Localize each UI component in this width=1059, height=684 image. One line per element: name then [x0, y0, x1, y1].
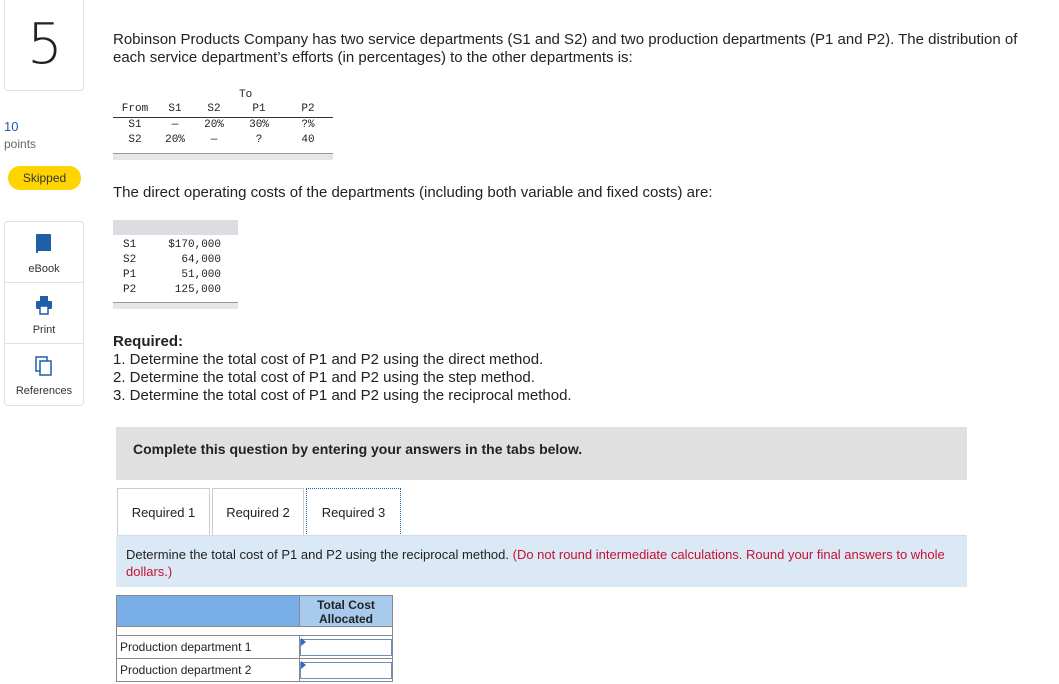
distribution-header-row	[113, 102, 333, 117]
amount-cell: 51,000	[181, 268, 221, 281]
table-cell: 30%	[249, 118, 269, 131]
table-cell: S1	[128, 118, 142, 131]
header-cell: From	[113, 102, 157, 117]
amount-cell: 125,000	[174, 283, 221, 296]
status-badge: Skipped	[8, 166, 81, 190]
answer-table	[116, 595, 393, 682]
header-cell: S1	[157, 102, 193, 117]
amount-cell: 64,000	[181, 253, 221, 266]
header-line: Allocated	[318, 611, 373, 626]
print-button[interactable]	[5, 283, 83, 344]
complete-prompt: Complete this question by entering your answers in the tabs below.	[133, 441, 583, 457]
dept-cell: S2	[123, 253, 137, 266]
required-item: 3. Determine the total cost of P1 and P2 using the reciprocal method.	[113, 387, 572, 404]
tab-required-3[interactable]: Required 3	[306, 488, 401, 536]
complete-banner	[116, 427, 967, 480]
distribution-table-wrap	[113, 87, 333, 160]
references-label: References	[15, 385, 73, 397]
required-section	[113, 333, 572, 405]
table-row	[113, 252, 229, 267]
printer-icon	[34, 294, 54, 316]
answer-input-cell	[300, 636, 393, 659]
ebook-button[interactable]	[5, 222, 83, 283]
production-dept-1-input[interactable]	[300, 639, 392, 656]
row-label: Production department 1	[117, 636, 300, 659]
question-number: 5	[27, 12, 63, 77]
direct-costs-table	[113, 237, 229, 297]
header-blank-cell	[117, 596, 300, 627]
answer-row	[117, 659, 393, 682]
table-cell: ?%	[301, 118, 315, 131]
table-row	[113, 117, 333, 132]
header-cell: S2	[193, 102, 235, 117]
question-intro: Robinson Products Company has two service departments (S1 and S2) and two production departments (P1 and P2). The distribution of each service department’s efforts (in percentages) to the other departments is:	[113, 31, 1018, 66]
table-cell: —	[210, 133, 218, 146]
flag-icon	[301, 638, 306, 646]
dept-cell: P1	[123, 268, 137, 281]
tab-required-1[interactable]: Required 1	[117, 488, 210, 536]
table-row	[113, 267, 229, 282]
question-number-box	[4, 0, 84, 91]
answer-header-row	[117, 596, 393, 627]
table-row	[113, 282, 229, 297]
table-footer-bar	[113, 302, 238, 309]
tools-panel	[4, 221, 84, 406]
instruction-note: (Do not round intermediate calculations. Round your final answers to whole dollars.)	[126, 547, 945, 579]
answer-input-cell	[300, 659, 393, 682]
header-line: Total Cost	[317, 597, 375, 612]
required-item: 2. Determine the total cost of P1 and P2 using the step method.	[113, 369, 535, 386]
spacer-cell	[117, 627, 300, 636]
spacer-row	[117, 627, 393, 636]
required-item: 1. Determine the total cost of P1 and P2 using the direct method.	[113, 351, 544, 368]
required-heading: Required:	[113, 333, 184, 350]
to-header: To	[239, 88, 253, 101]
table-row	[113, 237, 229, 252]
ebook-label: eBook	[28, 263, 60, 275]
direct-costs-table-wrap	[113, 220, 238, 309]
distribution-table	[113, 87, 333, 147]
instruction-text: Determine the total cost of P1 and P2 using the reciprocal method.	[126, 547, 509, 562]
table-cell: S2	[128, 133, 142, 146]
answer-row	[117, 636, 393, 659]
amount-cell: $170,000	[168, 238, 221, 251]
spacer-cell	[300, 627, 393, 636]
tab-required-2[interactable]: Required 2	[212, 488, 304, 536]
print-label: Print	[32, 324, 56, 336]
points-value: 10	[4, 119, 19, 134]
points-label: points	[4, 137, 37, 151]
book-icon	[34, 233, 54, 255]
table-cell: 40	[301, 133, 315, 146]
production-dept-2-input[interactable]	[300, 662, 392, 679]
row-label: Production department 2	[117, 659, 300, 682]
table-header-bar	[113, 220, 238, 235]
references-icon	[34, 355, 54, 377]
table-footer-bar	[113, 153, 333, 160]
total-cost-allocated-header	[300, 596, 393, 627]
instruction-box	[116, 536, 967, 587]
flag-icon	[301, 661, 306, 669]
header-cell: P2	[283, 102, 333, 117]
table-cell: —	[171, 118, 179, 131]
dept-cell: P2	[123, 283, 137, 296]
references-button[interactable]	[5, 344, 83, 405]
table-cell: ?	[255, 133, 263, 146]
table-row	[113, 132, 333, 147]
direct-costs-text: The direct operating costs of the departments (including both variable and fixed costs) are:	[113, 184, 713, 201]
table-cell: 20%	[204, 118, 224, 131]
dept-cell: S1	[123, 238, 137, 251]
header-cell: P1	[235, 102, 283, 117]
table-cell: 20%	[165, 133, 185, 146]
